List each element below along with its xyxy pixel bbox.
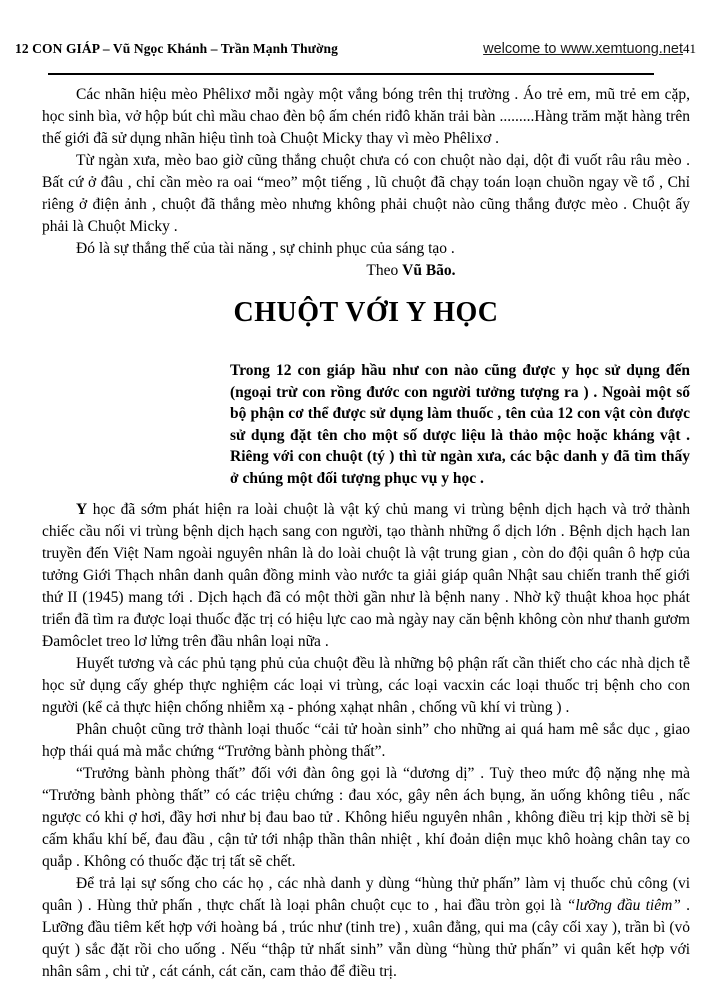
text-run: Y <box>76 501 88 518</box>
website-link[interactable]: welcome to www.xemtuong.net <box>483 41 683 57</box>
text-run: Các nhãn hiệu mèo Phêlixơ mỗi ngày một vắng bóng trên thị trường . Áo trẻ em, mũ trẻ em cặp, học sinh bìa, vở hộp bút chì mầu chao đèn bộ ấm chén riđô khăn trải bàn .........Hàng trăm mặt hàng trên thế giới đã sử dụng nhãn hiệu tình toà Chuột Micky thay vì mèo Phêlixơ . <box>42 86 690 147</box>
text-run: . Lưỡng đầu tiêm kết hợp với hoàng bá , trúc như (tinh tre) , xuân đằng, qui ma (cây cối xay ), trần bì (vỏ quýt ) sắc đặt rồi cho uống . Nếu “thập tử nhất sinh” vẫn dùng “hùng thử phấn” vi quân kết hợp với nhân sâm , chi tử , cát cánh, cát căn, cam thảo để điều trị. <box>42 897 691 980</box>
text-run: Vũ Bão. <box>402 262 456 279</box>
text-run: học đã sớm phát hiện ra loài chuột là vật ký chủ mang vi trùng bệnh dịch hạch và trở thành chiếc cầu nối vi trùng bệnh dịch hạch sang con người, tạo thành những ổ dịch lớn . Bệnh dịch hạch lan truyền đến Việt Nam ngoài nguyên nhân là do loài chuột là vật trung gian , còn do đội quân ô hợp của tưởng Giới Thạch nhân danh quân đồng minh vào nước ta giải giáp quân Nhật sau chiến tranh thế giới thứ II (1945) mang tới . Dịch hạch đã có một thời gần như là bệnh nany . Nhờ kỹ thuật khoa học phát triển đã tìm ra được loại thuốc đặc trị có hiệu lực cao mà ngày nay căn bệnh không còn như thanh gươm Đamôclet treo lơ lửng trên đầu nhân loại nữa . <box>42 501 690 650</box>
header-divider <box>48 73 654 75</box>
paragraph-plague <box>42 499 690 653</box>
intro-bold-block <box>230 360 690 489</box>
paragraph-remedy <box>42 873 690 983</box>
paragraph-plasma <box>42 653 690 719</box>
header-right <box>483 40 696 58</box>
page-number: 41 <box>683 41 696 56</box>
article-title: CHUỘT VỚI Y HỌC <box>233 297 499 328</box>
paragraph-symptoms <box>42 763 690 873</box>
text-run: Trong 12 con giáp hầu như con nào cũng được y học sử dụng đến (ngoại trừ con rồng đước con người tưởng tượng ra ) . Ngoài một số bộ phận cơ thể được sử dụng làm thuốc , tên của 12 con vật còn được sử dụng đặt tên cho một số dược liệu là thảo mộc hoặc kháng vật . Riêng với con chuột (tý ) thì từ ngàn xưa, các bậc danh y đã tìm thấy ở chúng một đối tượng phục vụ y học . <box>230 362 690 487</box>
text-run: Đó là sự thắng thế của tài năng , sự chinh phục của sáng tạo . <box>76 240 455 257</box>
paragraph-felix-decline <box>42 84 690 150</box>
text-run: Huyết tương và các phủ tạng phủ của chuột đều là những bộ phận rất cần thiết cho các nhà dịch tễ học sử dụng cấy ghép thực nghiệm các loại vi trùng, các loại vacxin các loại thuốc trị bệnh cho con người (kể cả thực hiện chống nhiễm xạ - phóng xạhạt nhân , chống vũ khí vi trùng ) . <box>42 655 690 716</box>
paragraph-cat-vs-mouse <box>42 150 690 238</box>
text-run: Để trả lại sự sống cho các họ , các nhà danh y dùng “hùng thử phấn” làm vị thuốc chủ công (vi quân ) . Hùng thử phấn , thực chất là loại phân chuột cục to , hai đầu tròn gọi là <box>42 875 690 914</box>
text-run: “Trưởng bành phòng thất” đối với đàn ông gọi là “dương dị” . Tuỳ theo mức độ nặng nhẹ mà “Trưởng bành phòng thất” có các triệu chứng : đau xóc, gây nên ách bụng, ăn uống không tiêu , nấc ngược có khi ợ hơi, đầy hơi như bị đau bao tử . Không hiểu nguyên nhân , không điều trị kịp thời sẽ bị cấm khẩu khí bế, đau đầu , cận tử tới nhập thần thân nhiệt , khí đoản diện mục khô hoàng chân tay co quắp . Không có thuốc đặc trị tất sẽ chết. <box>42 765 690 870</box>
page-header <box>15 40 696 58</box>
document-body <box>42 84 690 983</box>
text-run: Theo <box>366 262 403 279</box>
text-run: Từ ngàn xưa, mèo bao giờ cũng thắng chuột chưa có con chuột nào dại, dột đi vuốt râu râu mèo . Bất cứ ở đâu , chỉ cần mèo ra oai “meo” một tiếng , lũ chuột đã chạy toán loạn chuồn ngay về tổ , Chỉ riêng ở điện ảnh , chuột đã thắng mèo nhưng không phải chuột nào cũng thắng được mèo . Chuột ấy phải là Chuột Micky . <box>42 152 690 235</box>
text-run: Phân chuột cũng trở thành loại thuốc “cải tử hoàn sinh” cho những ai quá ham mê sắc dục , giao hợp thái quá mà mắc chứng “Trưởng bành phòng thất”. <box>42 721 690 760</box>
paragraph-mouse-dung-medicine <box>42 719 690 763</box>
paragraph-conclusion <box>42 238 690 260</box>
byline <box>132 260 690 282</box>
text-run: “lưỡng đầu tiêm” <box>566 897 681 914</box>
book-title: 12 CON GIÁP – Vũ Ngọc Khánh – Trần Mạnh Thường <box>15 41 339 56</box>
